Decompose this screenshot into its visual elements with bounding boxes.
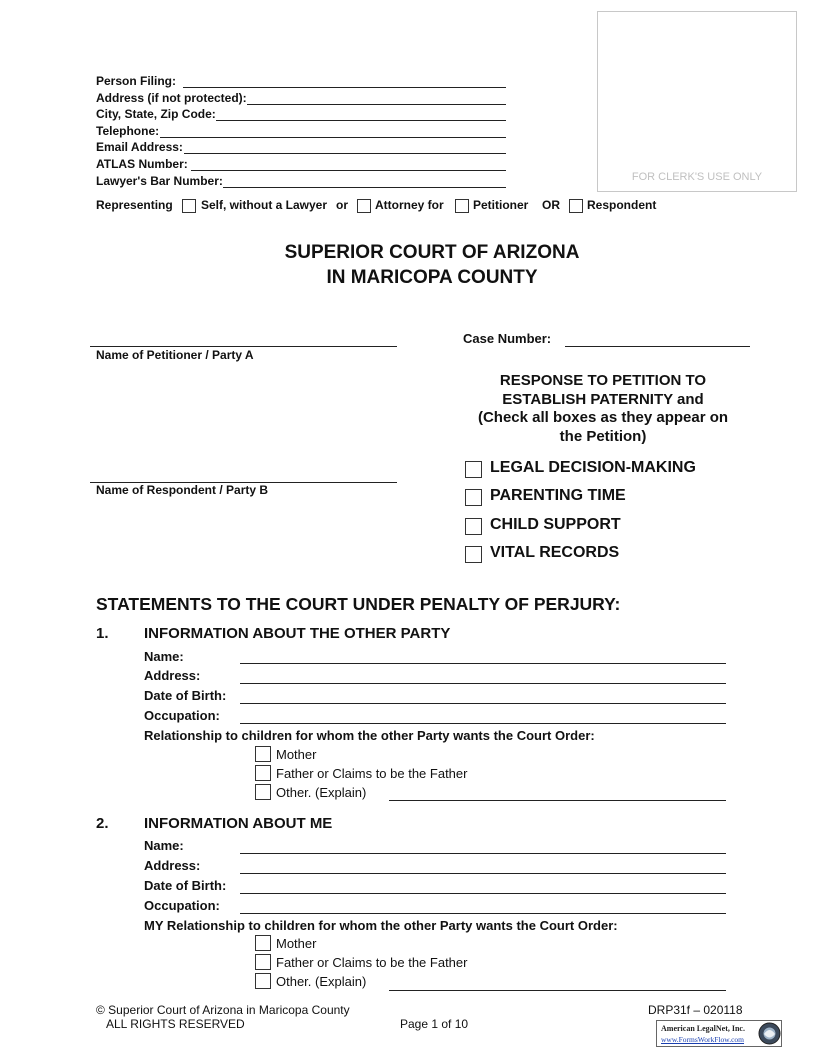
document-title-line: (Check all boxes as they appear on [477, 409, 729, 426]
me-other-checkbox[interactable] [255, 973, 271, 989]
vital-records-checkbox[interactable] [465, 546, 482, 563]
city-state-zip-label: City, State, Zip Code: [96, 107, 216, 121]
or-text: or [336, 198, 348, 212]
or-text-2: OR [542, 198, 560, 212]
section-number: 2. [96, 815, 109, 832]
telephone-line[interactable] [160, 137, 506, 138]
me-occupation-line[interactable] [240, 913, 726, 914]
me-relationship-label: MY Relationship to children for whom the other Party wants the Court Order: [144, 918, 618, 933]
other-address-label: Address: [144, 668, 201, 683]
self-label: Self, without a Lawyer [201, 198, 328, 212]
document-title-line: the Petition) [559, 427, 647, 445]
clerk-use-label: FOR CLERK'S USE ONLY [631, 171, 763, 183]
attorney-label: Attorney for [375, 198, 444, 212]
me-name-label: Name: [144, 838, 184, 853]
me-explain-line[interactable] [389, 990, 726, 991]
person-filing-line[interactable] [183, 87, 506, 88]
other-explain-line[interactable] [389, 800, 726, 801]
other-relationship-label: Relationship to children for whom the other Party wants the Court Order: [144, 728, 595, 743]
telephone-label: Telephone: [96, 124, 160, 138]
vital-records-label: VITAL RECORDS [490, 544, 620, 561]
city-state-zip-line[interactable] [216, 120, 506, 121]
other-name-line[interactable] [240, 663, 726, 664]
footer-copyright: © Superior Court of Arizona in Maricopa County [96, 1003, 350, 1017]
address-line[interactable] [247, 104, 506, 105]
email-line[interactable] [184, 153, 506, 154]
document-title-line: ESTABLISH PATERNITY and [502, 390, 704, 408]
logo-company: American LegalNet, Inc. [661, 1024, 745, 1033]
me-address-line[interactable] [240, 873, 726, 874]
other-father-checkbox[interactable] [255, 765, 271, 781]
person-filing-label: Person Filing: [96, 74, 177, 88]
document-title-line: RESPONSE TO PETITION TO [499, 372, 707, 389]
me-dob-label: Date of Birth: [144, 878, 227, 893]
document-title [458, 372, 748, 446]
footer-form-code: DRP31f – 020118 [648, 1003, 743, 1017]
me-address-label: Address: [144, 858, 201, 873]
parenting-time-checkbox[interactable] [465, 489, 482, 506]
other-address-line[interactable] [240, 683, 726, 684]
court-title-line1: SUPERIOR COURT OF ARIZONA [284, 242, 580, 263]
atlas-number-label: ATLAS Number: [96, 157, 188, 171]
petitioner-name-label: Name of Petitioner / Party A [96, 348, 254, 362]
globe-icon [758, 1022, 781, 1045]
me-occupation-label: Occupation: [144, 898, 220, 913]
other-mother-checkbox[interactable] [255, 746, 271, 762]
self-checkbox[interactable] [182, 199, 196, 213]
atlas-number-line[interactable] [191, 170, 506, 171]
footer-page-number: Page 1 of 10 [400, 1017, 469, 1031]
petitioner-label: Petitioner [473, 198, 529, 212]
other-mother-label: Mother [276, 747, 317, 762]
bar-number-line[interactable] [223, 187, 506, 188]
other-other-label: Other. (Explain) [276, 785, 367, 800]
bar-number-label: Lawyer's Bar Number: [96, 174, 223, 188]
respondent-label: Respondent [587, 198, 657, 212]
legal-decision-making-label: LEGAL DECISION-MAKING [490, 459, 696, 476]
me-mother-checkbox[interactable] [255, 935, 271, 951]
section-title: INFORMATION ABOUT THE OTHER PARTY [144, 625, 451, 642]
child-support-checkbox[interactable] [465, 518, 482, 535]
logo-website: www.FormsWorkFlow.com [661, 1035, 745, 1044]
legal-decision-making-checkbox[interactable] [465, 461, 482, 478]
me-father-label: Father or Claims to be the Father [276, 955, 468, 970]
other-occupation-label: Occupation: [144, 708, 220, 723]
respondent-checkbox[interactable] [569, 199, 583, 213]
other-dob-label: Date of Birth: [144, 688, 227, 703]
address-label: Address (if not protected): [96, 91, 247, 105]
case-number-label: Case Number: [463, 331, 552, 346]
other-other-checkbox[interactable] [255, 784, 271, 800]
section-number: 1. [96, 625, 109, 642]
me-mother-label: Mother [276, 936, 317, 951]
case-number-line[interactable] [565, 346, 750, 347]
petitioner-name-line[interactable] [90, 346, 397, 347]
other-dob-line[interactable] [240, 703, 726, 704]
court-title-line2: IN MARICOPA COUNTY [326, 267, 538, 288]
me-dob-line[interactable] [240, 893, 726, 894]
me-other-label: Other. (Explain) [276, 974, 367, 989]
attorney-checkbox[interactable] [357, 199, 371, 213]
petitioner-checkbox[interactable] [455, 199, 469, 213]
respondent-name-label: Name of Respondent / Party B [96, 483, 269, 497]
representing-label: Representing [96, 198, 173, 212]
other-name-label: Name: [144, 649, 184, 664]
me-name-line[interactable] [240, 853, 726, 854]
footer-rights: ALL RIGHTS RESERVED [106, 1017, 245, 1031]
publisher-logo [656, 1020, 782, 1047]
me-father-checkbox[interactable] [255, 954, 271, 970]
other-occupation-line[interactable] [240, 723, 726, 724]
parenting-time-label: PARENTING TIME [490, 487, 626, 504]
other-father-label: Father or Claims to be the Father [276, 766, 468, 781]
statements-heading: STATEMENTS TO THE COURT UNDER PENALTY OF PERJURY: [96, 594, 621, 614]
child-support-label: CHILD SUPPORT [490, 516, 621, 533]
section-title: INFORMATION ABOUT ME [144, 815, 333, 832]
clerk-use-box [597, 11, 797, 192]
email-label: Email Address: [96, 140, 183, 154]
